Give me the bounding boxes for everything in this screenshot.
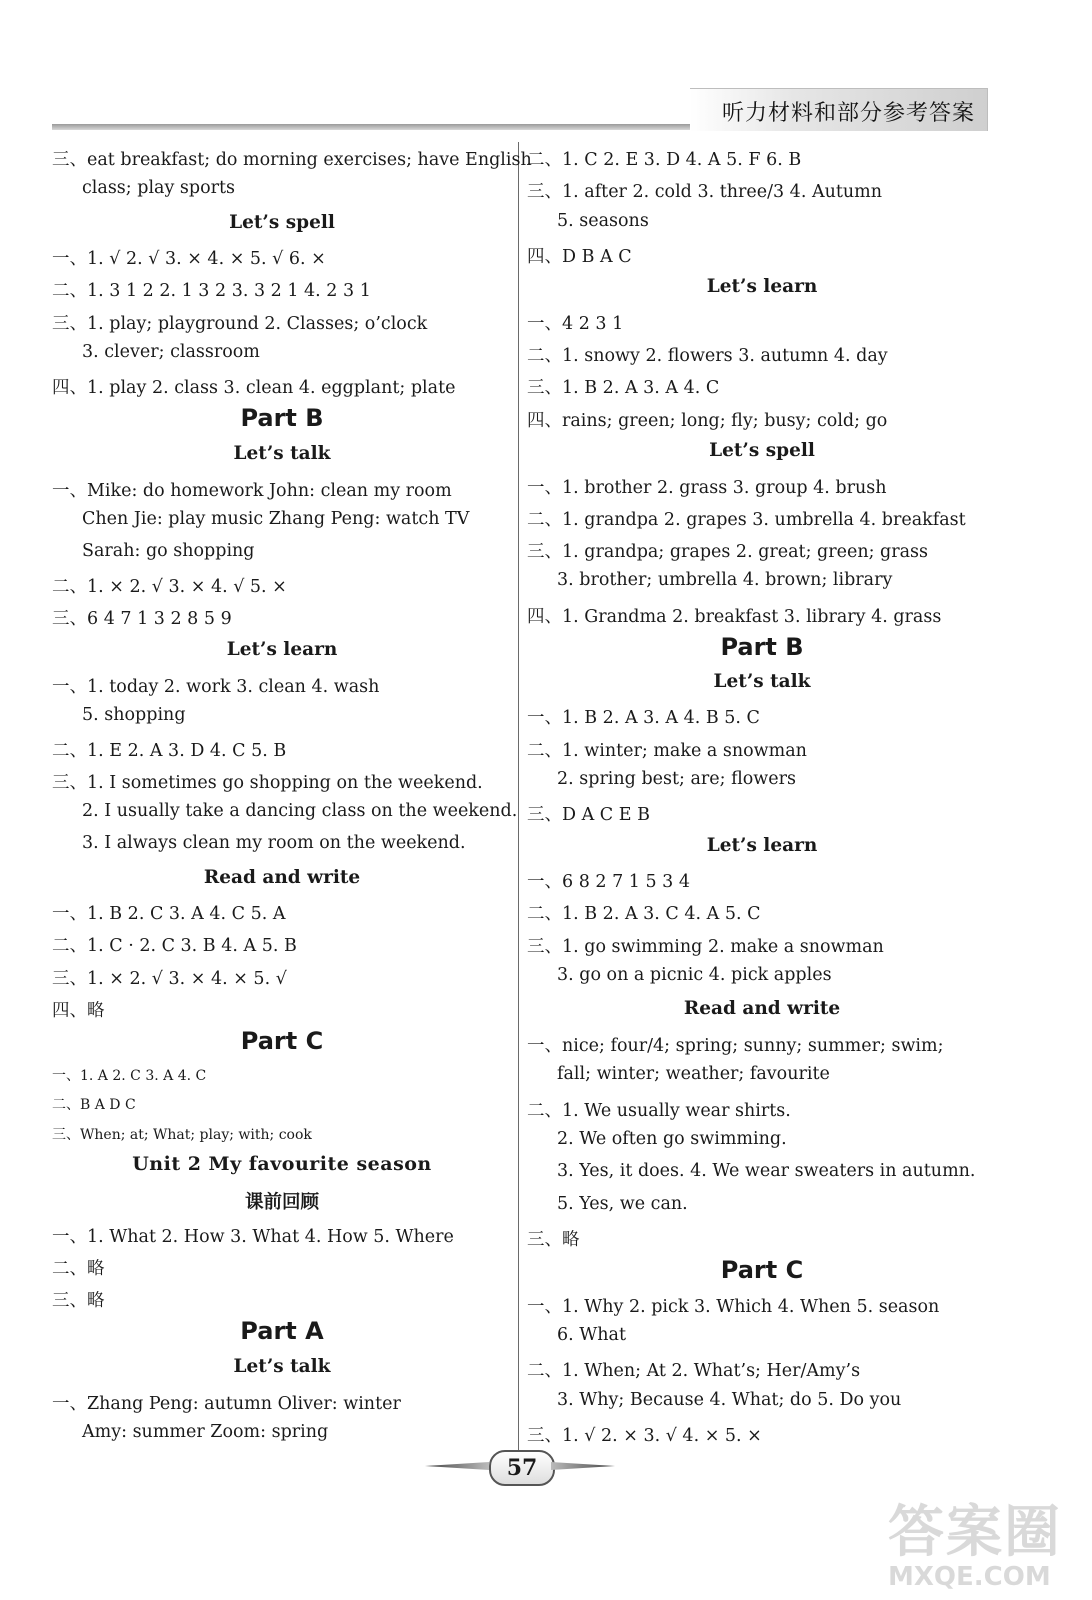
answer-line: 四、1. play 2. class 3. clean 4. eggplant; plate — [52, 378, 456, 398]
page-footer — [425, 1448, 615, 1484]
answer-line: 三、eat breakfast; do morning exercises; have English — [52, 150, 532, 170]
answer-line: 一、1. B 2. C 3. A 4. C 5. A — [52, 904, 286, 924]
answer-line: 三、When; at; What; play; with; cook — [52, 1127, 312, 1143]
answer-line: 5. Yes, we can. — [557, 1194, 688, 1214]
part-heading: Part B — [240, 404, 324, 432]
answer-line: 3. Why; Because 4. What; do 5. Do you — [557, 1390, 902, 1410]
answer-line: 三、1. √ 2. × 3. √ 4. × 5. × — [527, 1426, 762, 1446]
watermark-logo: 答案圈 — [888, 1500, 1062, 1565]
answer-line: 三、D A C E B — [527, 805, 650, 825]
section-heading: 课前回顾 — [244, 1192, 319, 1213]
section-heading: Let’s learn — [706, 276, 818, 297]
answer-line: 2. I usually take a dancing class on the weekend. — [82, 801, 518, 821]
answer-line: 四、rains; green; long; fly; busy; cold; go — [527, 411, 888, 431]
section-heading: Let’s spell — [229, 212, 335, 233]
answer-line: 三、略 — [52, 1291, 105, 1311]
answer-line: 二、1. We usually wear shirts. — [527, 1101, 791, 1121]
answer-line: 二、B A D C — [52, 1097, 136, 1113]
answer-line: 二、1. C 2. E 3. D 4. A 5. F 6. B — [527, 150, 802, 170]
answer-line: 二、1. B 2. A 3. C 4. A 5. C — [527, 904, 761, 924]
answer-line: 一、Zhang Peng: autumn Oliver: winter — [52, 1394, 401, 1414]
footer-ornament-right — [551, 1462, 615, 1470]
answer-line: 三、1. grandpa; grapes 2. great; green; grass — [527, 542, 929, 562]
answer-line: 一、1. B 2. A 3. A 4. B 5. C — [527, 708, 760, 728]
answer-line: 一、6 8 2 7 1 5 3 4 — [527, 872, 691, 892]
answer-line: 三、1. play; playground 2. Classes; o’clock — [52, 314, 428, 334]
answer-line: 二、1. snowy 2. flowers 3. autumn 4. day — [527, 346, 888, 366]
answer-line: fall; winter; weather; favourite — [557, 1064, 830, 1084]
footer-ornament-left — [425, 1462, 489, 1470]
answer-line: 二、1. × 2. √ 3. × 4. √ 5. × — [52, 577, 287, 597]
answer-line: 2. spring best; are; flowers — [557, 769, 796, 789]
answer-line: 三、6 4 7 1 3 2 8 5 9 — [52, 609, 232, 629]
answer-line: 三、1. go swimming 2. make a snowman — [527, 937, 884, 957]
answer-line: Chen Jie: play music Zhang Peng: watch TV — [82, 509, 470, 529]
section-heading: Read and write — [683, 998, 841, 1019]
answer-line: 四、1. Grandma 2. breakfast 3. library 4. grass — [527, 607, 942, 627]
answer-line: class; play sports — [82, 178, 236, 198]
page-number: 57 — [489, 1450, 555, 1486]
answer-line: 二、1. C · 2. C 3. B 4. A 5. B — [52, 936, 297, 956]
section-heading: Let’s talk — [713, 671, 811, 692]
header-tab — [690, 88, 988, 131]
answer-line: 三、1. B 2. A 3. A 4. C — [527, 378, 720, 398]
answer-line: 6. What — [557, 1325, 626, 1345]
column-divider — [518, 142, 519, 1450]
answer-line: 2. We often go swimming. — [557, 1129, 787, 1149]
answer-line: 5. seasons — [557, 211, 649, 231]
answer-line: Amy: summer Zoom: spring — [82, 1422, 329, 1442]
answer-line: 二、1. E 2. A 3. D 4. C 5. B — [52, 741, 287, 761]
answer-line: 一、Mike: do homework John: clean my room — [52, 481, 452, 501]
part-heading: Part B — [720, 633, 804, 661]
answer-line: 一、nice; four/4; spring; sunny; summer; swim; — [527, 1036, 944, 1056]
section-heading: Let’s learn — [226, 639, 338, 660]
answer-line: 3. clever; classroom — [82, 342, 260, 362]
section-heading: Let’s learn — [706, 835, 818, 856]
unit-title: Unit 2 My favourite season — [132, 1153, 432, 1175]
answer-line: 四、D B A C — [527, 247, 632, 267]
answer-line: 四、略 — [52, 1001, 105, 1021]
answer-line: 一、1. brother 2. grass 3. group 4. brush — [527, 478, 887, 498]
part-heading: Part C — [720, 1256, 804, 1284]
answer-line: 二、1. When; At 2. What’s; Her/Amy’s — [527, 1361, 861, 1381]
section-heading: Read and write — [203, 867, 361, 888]
section-heading: Let’s talk — [233, 443, 331, 464]
answer-line: 3. I always clean my room on the weekend. — [82, 833, 466, 853]
answer-line: 3. go on a picnic 4. pick apples — [557, 965, 832, 985]
answer-line: Sarah: go shopping — [82, 541, 255, 561]
answer-line: 三、1. × 2. √ 3. × 4. × 5. √ — [52, 969, 287, 989]
answer-line: 一、1. today 2. work 3. clean 4. wash — [52, 677, 380, 697]
answer-line: 二、1. 3 1 2 2. 1 3 2 3. 3 2 1 4. 2 3 1 — [52, 281, 371, 301]
header-title: 听力材料和部分参考答案 — [721, 101, 975, 126]
part-heading: Part C — [240, 1027, 324, 1055]
answer-line: 二、1. winter; make a snowman — [527, 741, 807, 761]
watermark-url: MXQE.COM — [888, 1562, 1051, 1592]
answer-line: 一、1. Why 2. pick 3. Which 4. When 5. season — [527, 1297, 940, 1317]
answer-line: 三、1. I sometimes go shopping on the weekend. — [52, 773, 483, 793]
section-heading: Let’s talk — [233, 1356, 331, 1377]
answer-line: 一、1. A 2. C 3. A 4. C — [52, 1068, 207, 1084]
watermark — [888, 1488, 1088, 1598]
answer-line: 三、略 — [527, 1230, 580, 1250]
answer-line: 一、4 2 3 1 — [527, 314, 624, 334]
section-heading: Let’s spell — [709, 440, 815, 461]
answer-line: 5. shopping — [82, 705, 186, 725]
part-heading: Part A — [240, 1317, 324, 1345]
answer-line: 3. Yes, it does. 4. We wear sweaters in autumn. — [557, 1161, 976, 1181]
answer-line: 一、1. √ 2. √ 3. × 4. × 5. √ 6. × — [52, 249, 326, 269]
answer-line: 3. brother; umbrella 4. brown; library — [557, 570, 893, 590]
answer-line: 二、略 — [52, 1259, 105, 1279]
answer-line: 一、1. What 2. How 3. What 4. How 5. Where — [52, 1227, 454, 1247]
answer-line: 三、1. after 2. cold 3. three/3 4. Autumn — [527, 182, 883, 202]
answer-line: 二、1. grandpa 2. grapes 3. umbrella 4. breakfast — [527, 510, 966, 530]
